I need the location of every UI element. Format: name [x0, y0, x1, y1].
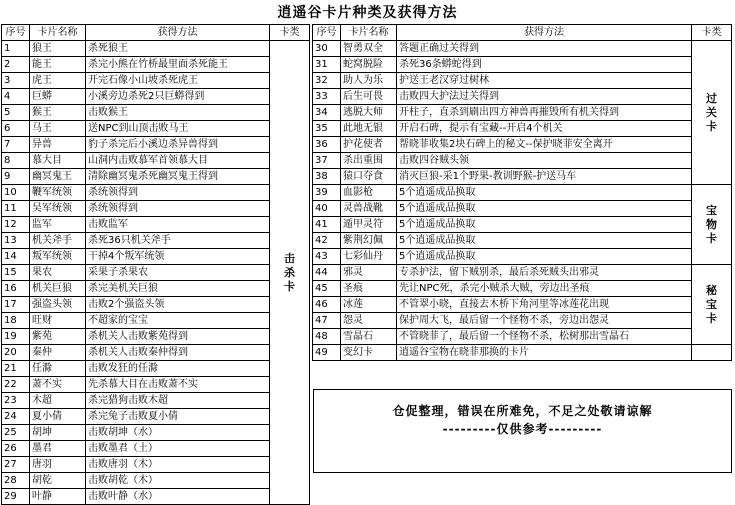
- row-number: 14: [2, 249, 30, 265]
- table-row: [313, 169, 732, 185]
- table-row: [2, 233, 310, 249]
- row-number: 1: [2, 41, 30, 57]
- card-method: 干掉4个叛军统领: [86, 249, 270, 265]
- table-row: [313, 313, 732, 329]
- row-number: 27: [2, 457, 30, 473]
- row-number: 16: [2, 281, 30, 297]
- card-name: 唐羽: [30, 457, 86, 473]
- row-number: 35: [313, 121, 341, 137]
- left-header-row: [2, 25, 310, 41]
- card-name: 强盗头领: [30, 297, 86, 313]
- card-method: 开柱子，直杀到刷出四方神兽再摧毁所有机关得到: [397, 105, 692, 121]
- card-name: 狼王: [30, 41, 86, 57]
- category-label: 击杀卡: [284, 251, 295, 293]
- table-row: [2, 89, 310, 105]
- table-row: [2, 441, 310, 457]
- card-method: 护送王老汉穿过树林: [397, 73, 692, 89]
- card-name: 吴军统领: [30, 201, 86, 217]
- card-name: 巨蟒: [30, 89, 86, 105]
- row-number: 26: [2, 441, 30, 457]
- card-name: 萧不实: [30, 377, 86, 393]
- card-method: 击败发狂的任滁: [86, 361, 270, 377]
- card-name: 怨灵: [341, 313, 397, 329]
- card-method: 送NPC到山顶击败马王: [86, 121, 270, 137]
- table-row: [2, 281, 310, 297]
- card-method: 采果子杀果农: [86, 265, 270, 281]
- table-row: [2, 217, 310, 233]
- card-name: 监军: [30, 217, 86, 233]
- category-cell: [692, 41, 732, 185]
- category-cell: [692, 265, 732, 345]
- row-number: 3: [2, 73, 30, 89]
- card-name: 墨君: [30, 441, 86, 457]
- card-method: 击败四谷贼头领: [397, 153, 692, 169]
- row-number: 2: [2, 57, 30, 73]
- card-method: 击败墨君（土）: [86, 441, 270, 457]
- row-number: 42: [313, 233, 341, 249]
- category-cell-empty: [692, 345, 732, 361]
- card-method: 击败四大护法过关得到: [397, 89, 692, 105]
- card-method: 开启石碑，提示有宝藏--开启4个机关: [397, 121, 692, 137]
- header-type: 卡类: [270, 25, 310, 41]
- card-method: 不超家的宝宝: [86, 313, 270, 329]
- row-number: 15: [2, 265, 30, 281]
- row-number: 6: [2, 121, 30, 137]
- row-number: 28: [2, 473, 30, 489]
- category-label: 宝物卡: [706, 203, 717, 245]
- card-name: 慕大目: [30, 153, 86, 169]
- header-no: 序号: [313, 25, 341, 41]
- card-method: 开完石像小山坡杀死虎王: [86, 73, 270, 89]
- card-method: 杀死狼王: [86, 41, 270, 57]
- card-method: 杀完美机关巨狼: [86, 281, 270, 297]
- row-number: 31: [313, 57, 341, 73]
- card-method: 杀死36只机关斧手: [86, 233, 270, 249]
- table-row: [313, 265, 732, 281]
- left-card-table: [1, 24, 310, 505]
- card-name: 异兽: [30, 137, 86, 153]
- card-method: 不管晓菲了，最后留一个怪物不杀，松树那出雪晶石: [397, 329, 692, 345]
- row-number: 24: [2, 409, 30, 425]
- card-name: 秦仲: [30, 345, 86, 361]
- row-number: 22: [2, 377, 30, 393]
- row-number: 13: [2, 233, 30, 249]
- table-row: [313, 185, 732, 201]
- card-method: 击败胡坤（水）: [86, 425, 270, 441]
- row-number: 5: [2, 105, 30, 121]
- card-name: 此地无银: [341, 121, 397, 137]
- header-name: 卡片名称: [341, 25, 397, 41]
- card-method: 保护周大飞，最后留一个怪物不杀，旁边出怨灵: [397, 313, 692, 329]
- card-name: 胡坤: [30, 425, 86, 441]
- card-name: 夏小倩: [30, 409, 86, 425]
- disclaimer-line-2: ---------仅供参考---------: [442, 422, 603, 436]
- row-number: 10: [2, 185, 30, 201]
- row-number: 48: [313, 329, 341, 345]
- table-row: [2, 457, 310, 473]
- row-number: 11: [2, 201, 30, 217]
- header-method: 获得方法: [86, 25, 270, 41]
- table-row: [2, 345, 310, 361]
- card-method: 击败监军: [86, 217, 270, 233]
- row-number: 39: [313, 185, 341, 201]
- category-label: 秘宝卡: [706, 283, 717, 325]
- table-row: [313, 41, 732, 57]
- card-name: 旺财: [30, 313, 86, 329]
- card-name: 后生可畏: [341, 89, 397, 105]
- card-name: 木超: [30, 393, 86, 409]
- row-number: 47: [313, 313, 341, 329]
- card-name: 果农: [30, 265, 86, 281]
- card-name: 七彩仙丹: [341, 249, 397, 265]
- table-row: [313, 233, 732, 249]
- card-method: 山洞内击败慕军首领慕大目: [86, 153, 270, 169]
- right-card-table: [312, 24, 732, 361]
- table-row: [2, 249, 310, 265]
- table-row: [313, 217, 732, 233]
- row-number: 30: [313, 41, 341, 57]
- table-row: [2, 41, 310, 57]
- table-row: [2, 57, 310, 73]
- table-row: [313, 57, 732, 73]
- card-name: 护花使者: [341, 137, 397, 153]
- table-row: [2, 409, 310, 425]
- card-method: 专杀护法，留下贼别杀，最后杀死贼头出邪灵: [397, 265, 692, 281]
- table-row: [2, 489, 310, 505]
- card-method: 杀机关人击败秦仲得到: [86, 345, 270, 361]
- row-number: 21: [2, 361, 30, 377]
- row-number: 12: [2, 217, 30, 233]
- table-row: [313, 153, 732, 169]
- card-name: 胡乾: [30, 473, 86, 489]
- card-name: 紫苑: [30, 329, 86, 345]
- table-row: [2, 361, 310, 377]
- card-name: 紫荆幻佩: [341, 233, 397, 249]
- card-method: 杀机关人击败紫苑得到: [86, 329, 270, 345]
- card-method: 逍遥谷宝物在晓菲那换的卡片: [397, 345, 692, 361]
- card-name: 叶静: [30, 489, 86, 505]
- table-row: [313, 105, 732, 121]
- card-method: 先杀慕大目在击败萧不实: [86, 377, 270, 393]
- header-name: 卡片名称: [30, 25, 86, 41]
- card-method: 击败叶静（水）: [86, 489, 270, 505]
- row-number: 4: [2, 89, 30, 105]
- table-row: [2, 329, 310, 345]
- row-number: 25: [2, 425, 30, 441]
- category-cell: [270, 41, 310, 505]
- card-name: 能王: [30, 57, 86, 73]
- card-name: 机关巨狼: [30, 281, 86, 297]
- table-row: [2, 105, 310, 121]
- card-name: 灵兽战靴: [341, 201, 397, 217]
- card-method: 杀统领得到: [86, 201, 270, 217]
- row-number: 19: [2, 329, 30, 345]
- card-method: 不管翠小晓，直接去木桥下角河里等冰莲花出现: [397, 297, 692, 313]
- table-row: [2, 297, 310, 313]
- card-name: 马王: [30, 121, 86, 137]
- row-number: 7: [2, 137, 30, 153]
- right-header-row: [313, 25, 732, 41]
- card-name: 圣痕: [341, 281, 397, 297]
- row-number: 49: [313, 345, 341, 361]
- row-number: 23: [2, 393, 30, 409]
- disclaimer-line-1: 仓促整理，错误在所难免，不足之处敬请谅解: [392, 404, 653, 418]
- table-row: [2, 377, 310, 393]
- card-method: 击败胡乾（木）: [86, 473, 270, 489]
- row-number: 45: [313, 281, 341, 297]
- row-number: 38: [313, 169, 341, 185]
- card-method: 击败唐羽（木）: [86, 457, 270, 473]
- card-name: 遁甲灵符: [341, 217, 397, 233]
- header-method: 获得方法: [397, 25, 692, 41]
- table-row: [2, 393, 310, 409]
- row-number: 34: [313, 105, 341, 121]
- table-row: [2, 313, 310, 329]
- row-number: 41: [313, 217, 341, 233]
- table-row: [2, 73, 310, 89]
- table-row: [2, 265, 310, 281]
- card-method: 先让NPC死，杀完小贼杀大贼，旁边出圣痕: [397, 281, 692, 297]
- category-label: 过关卡: [706, 91, 717, 133]
- table-row: [313, 121, 732, 137]
- table-row: [313, 297, 732, 313]
- card-method: 杀死36条蟒蛇得到: [397, 57, 692, 73]
- header-no: 序号: [2, 25, 30, 41]
- card-name: 猿口夺食: [341, 169, 397, 185]
- row-number: 20: [2, 345, 30, 361]
- table-row: [313, 73, 732, 89]
- table-row: [2, 153, 310, 169]
- card-name: 幽冥鬼王: [30, 169, 86, 185]
- card-name: 冰莲: [341, 297, 397, 313]
- table-row: [2, 121, 310, 137]
- card-name: 猴王: [30, 105, 86, 121]
- row-number: 8: [2, 153, 30, 169]
- card-method: 击败猴王: [86, 105, 270, 121]
- card-name: 任滁: [30, 361, 86, 377]
- card-name: 雪晶石: [341, 329, 397, 345]
- card-method: 小溪旁边杀死2只巨蟒得到: [86, 89, 270, 105]
- row-number: 32: [313, 73, 341, 89]
- table-row: [313, 329, 732, 345]
- header-type: 卡类: [692, 25, 732, 41]
- card-name: 鞭军统领: [30, 185, 86, 201]
- card-method: 消灭巨狼-采1个野果-教训野猴-护送马车: [397, 169, 692, 185]
- card-name: 机关斧手: [30, 233, 86, 249]
- table-row: [2, 425, 310, 441]
- row-number: 37: [313, 153, 341, 169]
- table-row: [313, 249, 732, 265]
- row-number: 36: [313, 137, 341, 153]
- card-name: 叛军统领: [30, 249, 86, 265]
- card-method: 击败2个强盗头领: [86, 297, 270, 313]
- table-row: [2, 185, 310, 201]
- card-name: 助人为乐: [341, 73, 397, 89]
- table-row: [313, 201, 732, 217]
- disclaimer-box: [313, 389, 732, 473]
- card-method: 5个逍遥成品换取: [397, 233, 692, 249]
- table-row: [313, 137, 732, 153]
- row-number: 9: [2, 169, 30, 185]
- card-name: 智勇双全: [341, 41, 397, 57]
- row-number: 44: [313, 265, 341, 281]
- row-number: 18: [2, 313, 30, 329]
- row-number: 17: [2, 297, 30, 313]
- card-name: 虎王: [30, 73, 86, 89]
- table-row: [313, 89, 732, 105]
- card-name: 邪灵: [341, 265, 397, 281]
- page-title: 逍遥谷卡片种类及获得方法: [277, 5, 458, 21]
- card-method: 豹子杀完后小溪边杀异兽得到: [86, 137, 270, 153]
- card-method: 杀完小熊在竹桥最里面杀死能王: [86, 57, 270, 73]
- row-number: 43: [313, 249, 341, 265]
- card-method: 5个逍遥成品换取: [397, 185, 692, 201]
- card-method: 杀统领得到: [86, 185, 270, 201]
- table-row: [313, 345, 732, 361]
- category-cell: [692, 185, 732, 265]
- card-method: 清除幽冥鬼杀死幽冥鬼王得到: [86, 169, 270, 185]
- card-method: 5个逍遥成品换取: [397, 217, 692, 233]
- card-name: 逃脱大师: [341, 105, 397, 121]
- card-method: 帮晓菲收集2块石碑上的秘文--保护晓菲安全离开: [397, 137, 692, 153]
- card-name: 变幻卡: [341, 345, 397, 361]
- table-row: [313, 281, 732, 297]
- card-method: 杀完兔子击败夏小倩: [86, 409, 270, 425]
- card-method: 5个逍遥成品换取: [397, 201, 692, 217]
- card-method: 答题正确过关得到: [397, 41, 692, 57]
- table-row: [2, 201, 310, 217]
- row-number: 46: [313, 297, 341, 313]
- card-method: 杀完猎狗击败木超: [86, 393, 270, 409]
- card-name: 血影枪: [341, 185, 397, 201]
- card-method: 5个逍遥成品换取: [397, 249, 692, 265]
- row-number: 33: [313, 89, 341, 105]
- row-number: 29: [2, 489, 30, 505]
- card-name: 蛇窝脱险: [341, 57, 397, 73]
- card-name: 杀出重围: [341, 153, 397, 169]
- row-number: 40: [313, 201, 341, 217]
- table-row: [2, 169, 310, 185]
- table-row: [2, 137, 310, 153]
